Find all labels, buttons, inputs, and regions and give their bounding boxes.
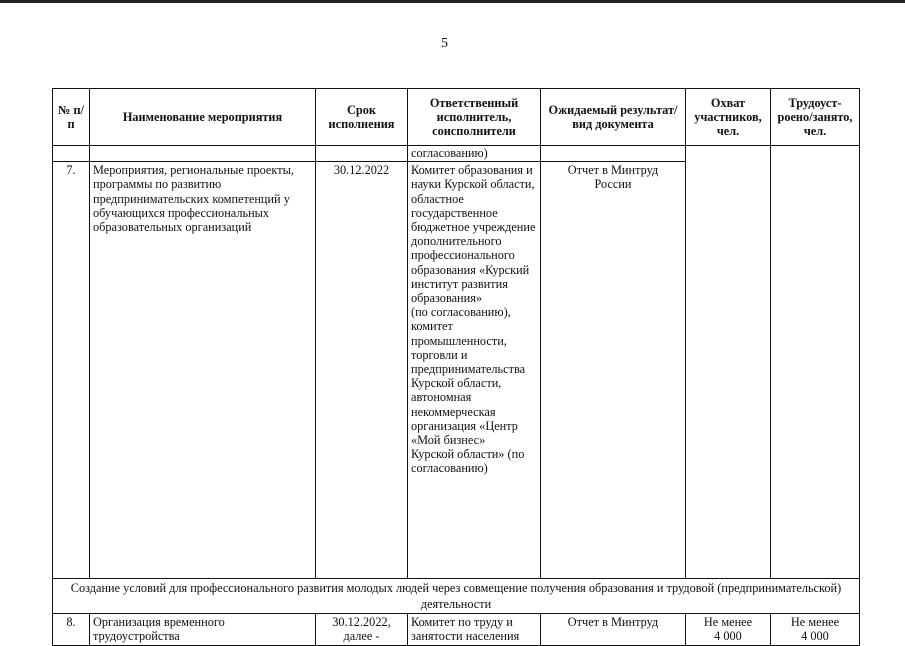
header-num: № п/п — [53, 89, 90, 146]
employed-merged-cell — [771, 146, 860, 579]
table-row-continuation — [53, 146, 860, 162]
expected-result: Отчет в Минтруд России — [541, 162, 686, 579]
event-name: Организация временного трудоустройства — [90, 614, 316, 645]
coverage: Не менее 4 000 — [686, 614, 771, 645]
employed: Не менее 4 000 — [771, 614, 860, 645]
row-number: 7. — [53, 162, 90, 579]
page-number: 5 — [441, 36, 448, 51]
deadline: 30.12.2022 — [316, 162, 408, 579]
header-responsible: Ответственный исполнитель, соисполнители — [408, 89, 541, 146]
event-name: Мероприятия, региональные проекты, программы по развитию предпринимательских компетенций у обучающихся профессиональных образовательных организаций — [90, 162, 316, 579]
table-header-row — [53, 89, 860, 146]
events-table — [52, 88, 860, 646]
expected-result: Отчет в Минтруд — [541, 614, 686, 645]
responsible: Комитет по труду и занятости населения — [408, 614, 541, 645]
section-heading-row — [53, 579, 860, 614]
deadline: 30.12.2022, далее - — [316, 614, 408, 645]
cell-empty — [541, 146, 686, 162]
cell-empty — [316, 146, 408, 162]
header-name: Наименование мероприятия — [90, 89, 316, 146]
header-employed: Трудоуст-роено/занято, чел. — [771, 89, 860, 146]
responsible: Комитет образования и науки Курской области, областное государственное бюджетное учреждение дополнительного профессионального образования «Курский институт развития образования» (по согласованию), комитет промышленности, торговли и предпринимательства Курской области, автономная некоммерческая организация «Центр «Мой бизнес» Курской области» (по согласованию) — [408, 162, 541, 579]
cell-empty — [53, 146, 90, 162]
cell-empty — [90, 146, 316, 162]
header-coverage: Охват участников, чел. — [686, 89, 771, 146]
header-deadline: Срок исполнения — [316, 89, 408, 146]
row-number: 8. — [53, 614, 90, 645]
coverage-merged-cell — [686, 146, 771, 579]
header-result: Ожидаемый результат/вид документа — [541, 89, 686, 146]
scan-edge — [0, 0, 905, 3]
section-heading: Создание условий для профессионального развития молодых людей через совмещение получения образования и трудовой (предпринимательской) деятельности — [53, 579, 860, 614]
responsible-carry-over: согласованию) — [408, 146, 541, 162]
table-row-8 — [53, 614, 860, 645]
